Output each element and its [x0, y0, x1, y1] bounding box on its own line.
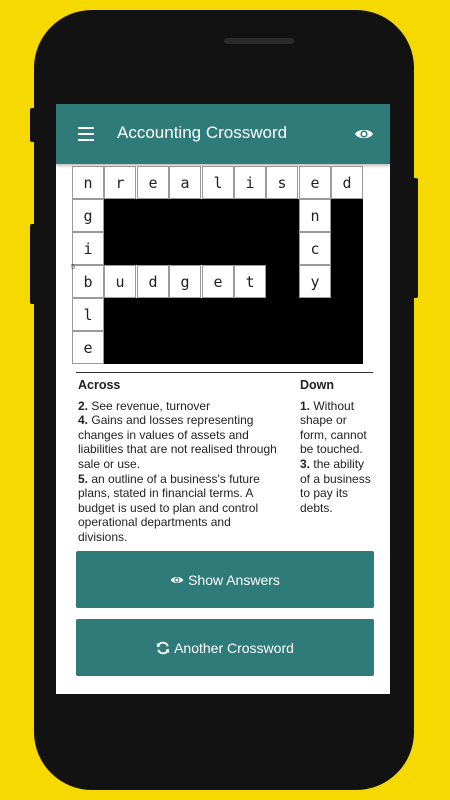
grid-cell[interactable]: e — [299, 166, 331, 199]
grid-cell[interactable]: d — [331, 166, 363, 199]
black-block — [104, 199, 299, 265]
grid-cell[interactable]: s — [266, 166, 298, 199]
grid-cell[interactable]: l — [72, 298, 104, 331]
cell-letter: b — [83, 272, 93, 291]
show-answers-button[interactable] — [76, 551, 374, 608]
clue-number: 5 — [71, 264, 75, 271]
black-block — [104, 298, 363, 364]
down-clue: 1. Without shape or form, cannot be touched. — [300, 398, 367, 457]
grid-cell[interactable] — [72, 265, 104, 298]
grid-cell[interactable]: g — [72, 199, 104, 232]
grid-cell[interactable]: c — [299, 232, 331, 265]
phone-speaker — [224, 38, 294, 44]
across-clue: 4. Gains and losses representing changes in values of assets and liabilities that are not realised through sale or use. — [78, 413, 277, 471]
refresh-icon — [156, 641, 170, 655]
app-title: Accounting Crossword — [117, 123, 288, 142]
grid-cell[interactable]: n — [299, 199, 331, 232]
eye-icon — [170, 573, 184, 587]
grid-cell[interactable]: i — [72, 232, 104, 265]
black-block — [331, 199, 363, 298]
down-clues — [300, 378, 372, 515]
show-answers-label: Show Answers — [188, 571, 280, 588]
app-screen — [56, 104, 390, 694]
another-crossword-button[interactable] — [76, 619, 374, 676]
across-clues — [78, 378, 278, 545]
grid-cell[interactable]: t — [234, 265, 266, 298]
eye-icon[interactable] — [354, 125, 374, 143]
grid-cell[interactable]: g — [169, 265, 201, 298]
down-clue: 3. the ability of a business to pay its debts. — [300, 456, 371, 515]
grid-cell[interactable]: r — [104, 166, 136, 199]
another-crossword-label: Another Crossword — [174, 639, 294, 656]
app-bar — [56, 104, 390, 164]
grid-cell[interactable]: e — [72, 331, 104, 364]
across-clue: 2. See revenue, turnover — [78, 398, 211, 413]
grid-cell[interactable]: y — [299, 265, 331, 298]
across-heading: Across — [78, 378, 121, 392]
grid-cell[interactable]: i — [234, 166, 266, 199]
grid-cell[interactable]: l — [202, 166, 234, 199]
grid-cell[interactable]: e — [202, 265, 234, 298]
down-heading: Down — [300, 378, 335, 392]
grid-cell[interactable]: d — [137, 265, 169, 298]
menu-icon[interactable] — [78, 127, 94, 141]
divider — [76, 372, 373, 373]
across-clue: 5. an outline of a business's future plans, stated in financial terms. A budget is used to plan and control operational departments and divisions. — [78, 471, 260, 544]
grid-cell[interactable]: e — [137, 166, 169, 199]
grid-cell[interactable]: a — [169, 166, 201, 199]
black-block — [266, 265, 299, 298]
grid-cell[interactable]: n — [72, 166, 104, 199]
grid-cell[interactable]: u — [104, 265, 136, 298]
